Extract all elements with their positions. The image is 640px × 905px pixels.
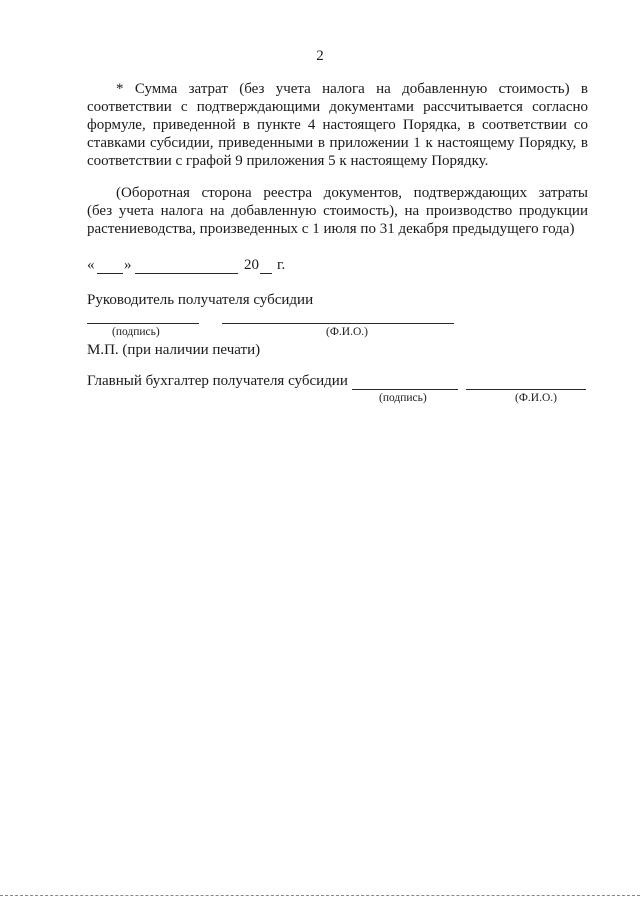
footnote-line: * Сумма затрат (без учета налога на добавленную стоимость) в [116, 81, 588, 97]
reverse-side-line: растениеводства, произведенных с 1 июля по 31 декабря предыдущего года) [87, 221, 575, 237]
accountant-signature-blank[interactable] [352, 389, 458, 390]
page-bottom-edge [0, 895, 640, 896]
footnote-line: соответствии с графой 9 приложения 5 к настоящему Порядку. [87, 153, 489, 169]
year-suffix: г. [277, 257, 286, 273]
reverse-side-note [87, 184, 588, 238]
stamp-note: М.П. (при наличии печати) [87, 342, 261, 358]
year-prefix: 20 [244, 257, 259, 273]
accountant-title: Главный бухгалтер получателя субсидии [87, 373, 348, 389]
day-blank[interactable] [97, 273, 123, 274]
month-blank[interactable] [135, 273, 238, 274]
year-blank[interactable] [260, 273, 272, 274]
reverse-side-line: (без учета налога на добавленную стоимость), на производство продукции [87, 203, 588, 219]
footnote-paragraph [87, 80, 588, 170]
footnote-line: формуле, приведенной в пункте 4 настоящего Порядка, в соответствии со [87, 117, 588, 133]
head-name-blank[interactable] [222, 323, 454, 324]
accountant-signature-caption: (подпись) [379, 392, 427, 404]
head-name-caption: (Ф.И.О.) [326, 326, 368, 338]
head-signature-blank[interactable] [87, 323, 199, 324]
date-open-quote: « [87, 257, 95, 273]
accountant-name-blank[interactable] [466, 389, 586, 390]
date-close-quote: » [124, 257, 132, 273]
accountant-name-caption: (Ф.И.О.) [515, 392, 557, 404]
head-signature-caption: (подпись) [112, 326, 160, 338]
reverse-side-line: (Оборотная сторона реестра документов, подтверждающих затраты [116, 185, 588, 201]
footnote-line: ставками субсидии, приведенными в приложении 1 к настоящему Порядку, в [87, 135, 588, 151]
head-title: Руководитель получателя субсидии [87, 292, 314, 308]
page-number: 2 [316, 48, 324, 64]
footnote-line: соответствии с подтверждающими документами рассчитывается согласно [87, 99, 588, 115]
